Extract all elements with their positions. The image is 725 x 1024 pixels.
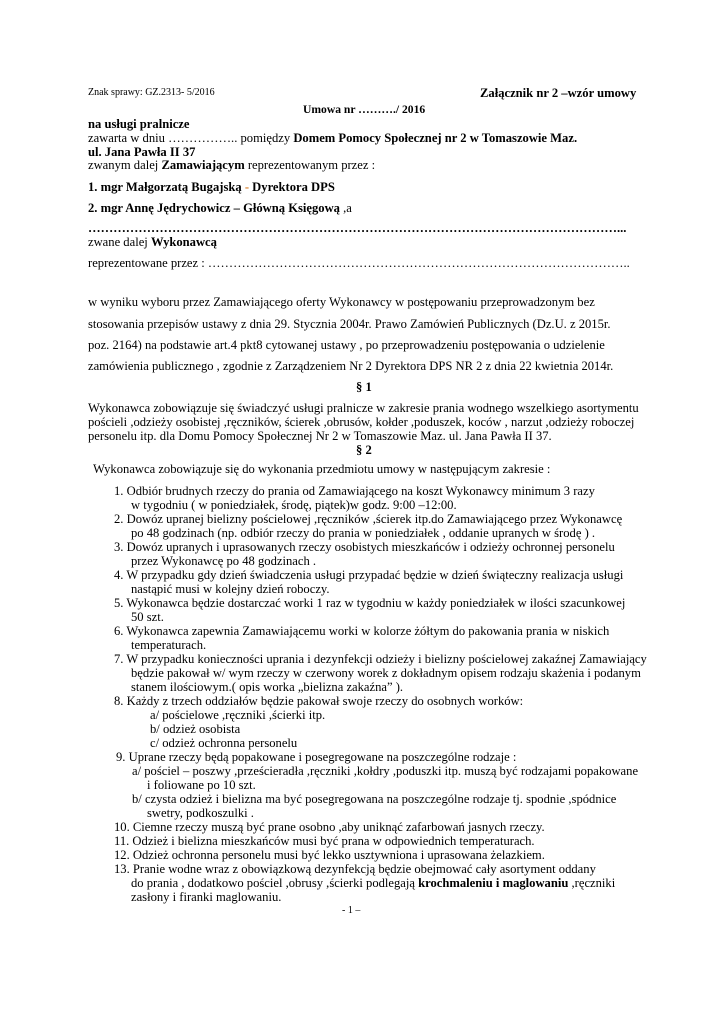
section-1-title: § 1 — [356, 380, 372, 394]
contractor-called: zwane dalej Wykonawcą — [88, 235, 217, 249]
list-line: 4. W przypadku gdy dzień świadczenia usługi przypadać będzie w dzień świąteczny realizacja usługi — [114, 568, 624, 582]
list-line: będzie pakował w/ wym rzeczy w czerwony worek z dokładnym opisem rodzaju skażenia i podanym — [131, 666, 641, 680]
attachment-label: Załącznik nr 2 –wzór umowy — [480, 86, 637, 100]
list-line: a/ pościel – poszwy ,prześcieradła ,ręczniki ,kołdry ,poduszki itp. muszą być rodzajami popakowane — [132, 764, 639, 778]
section-1-line: pościeli ,odzieży osobistej ,ręczników, ścierek ,obrusów, kołder ,poduszek, koców , narzut ,odzieży roboczej — [88, 415, 635, 429]
list-line: przez Wykonawcę po 48 godzinach . — [131, 554, 317, 568]
list-line: 11. Odzież i bielizna mieszkańców musi być prana w odpowiednich temperaturach. — [114, 834, 535, 848]
list-line: b/ odzież osobista — [150, 722, 241, 736]
intro-line-3: zwanym dalej Zamawiającym reprezentowanym przez : — [88, 158, 376, 172]
list-line: 1. Odbiór brudnych rzeczy do prania od Zamawiającego na koszt Wykonawcy minimum 3 razy — [114, 484, 595, 498]
list-line: do prania , dodatkowo pościel ,obrusy ,ścierki podlegają krochmaleniu i maglowaniu ,ręczniki — [131, 876, 616, 890]
section-1-line: Wykonawca zobowiązuje się świadczyć usługi pralnicze w zakresie prania wodnego wszelkiego asortymentu — [88, 401, 639, 415]
list-line: 3. Dowóz upranych i uprasowanych rzeczy osobistych mieszkańców i odzieży ochronnej personelu — [114, 540, 615, 554]
basis-line: poz. 2164) na podstawie art.4 pkt8 cytowanej ustawy , po przeprowadzeniu postępowania o udzielenie — [88, 338, 605, 352]
list-line: zasłony i firanki maglowaniu. — [131, 890, 282, 904]
list-line: i foliowane po 10 szt. — [147, 778, 256, 792]
intro-line-1: zawarta w dniu …………….. pomiędzy Domem Pomocy Społecznej nr 2 w Tomaszowie Maz. — [88, 131, 578, 145]
intro-line-2: ul. Jana Pawła II 37 — [88, 145, 196, 159]
list-line: 5. Wykonawca będzie dostarczać worki 1 raz w tygodniu w każdy poniedziałek w ilości szacunkowej — [114, 596, 626, 610]
contract-title: Umowa nr ………./ 2016 — [303, 103, 426, 116]
list-line: temperaturach. — [131, 638, 207, 652]
list-line: 7. W przypadku konieczności uprania i dezynfekcji odzieży i bielizny pościelowej zakaźnej Zamawiający — [114, 652, 647, 666]
list-line: 50 szt. — [131, 610, 164, 624]
list-line: a/ pościelowe ,ręczniki ,ścierki itp. — [150, 708, 326, 722]
list-line: 2. Dowóz upranej bielizny pościelowej ,ręczników ,ścierek itp.do Zamawiającego przez Wykonawcę — [114, 512, 623, 526]
representative-1: 1. mgr Małgorzatą Bugajską - Dyrektora DPS — [88, 180, 335, 194]
list-line: 13. Pranie wodne wraz z obowiązkową dezynfekcją będzie obejmować cały asortyment oddany — [114, 862, 596, 876]
contractor-represented: reprezentowane przez : ……………………………………………………………………………………….. — [88, 256, 630, 270]
list-line: 8. Każdy z trzech oddziałów będzie pakował swoje rzeczy do osobnych worków: — [114, 694, 524, 708]
section-2-intro: Wykonawca zobowiązuje się do wykonania przedmiotu umowy w następującym zakresie : — [93, 462, 551, 476]
section-1-line: personelu itp. dla Domu Pomocy Społecznej Nr 2 w Tomaszowie Maz. ul. Jana Pawła II 37. — [88, 429, 552, 443]
basis-line: stosowania przepisów ustawy z dnia 29. Stycznia 2004r. Prawo Zamówień Publicznych (Dz.U. z 2015r. — [88, 317, 611, 331]
list-line: po 48 godzinach (np. odbiór rzeczy do prania w poniedziałek , oddanie upranych w środę ) . — [131, 526, 596, 540]
list-line: 10. Ciemne rzeczy muszą być prane osobno ,aby uniknąć zafarbowań jasnych rzeczy. — [114, 820, 545, 834]
list-line: 9. Uprane rzeczy będą popakowane i posegregowane na poszczególne rodzaje : — [116, 750, 517, 764]
page-number: - 1 – — [342, 905, 361, 916]
list-line: b/ czysta odzież i bielizna ma być posegregowana na poszczególne rodzaje tj. spodnie ,spódnice — [132, 792, 617, 806]
contract-subject: na usługi pralnicze — [88, 117, 190, 131]
section-2-title: § 2 — [356, 443, 372, 457]
representative-2: 2. mgr Annę Jędrychowicz – Główną Księgową ,a — [88, 201, 352, 215]
list-line: swetry, podkoszulki . — [147, 806, 254, 820]
list-line: 6. Wykonawca zapewnia Zamawiającemu worki w kolorze żółtym do pakowania prania w niskich — [114, 624, 610, 638]
list-line: w tygodniu ( w poniedziałek, środę, piątek)w godz. 9:00 –12:00. — [131, 498, 457, 512]
list-line: nastąpić musi w kolejny dzień roboczy. — [131, 582, 330, 596]
contractor-dots: ………………………………………………………………………………………………………………... — [88, 221, 627, 235]
basis-line: w wyniku wyboru przez Zamawiającego oferty Wykonawcy w postępowaniu przeprowadzonym bez — [88, 295, 595, 309]
basis-line: zamówienia publicznego , zgodnie z Zarządzeniem Nr 2 Dyrektora DPS NR 2 z dnia 22 kwietnia 2014r. — [88, 359, 614, 373]
list-line: c/ odzież ochronna personelu — [150, 736, 298, 750]
list-line: stanem ilościowym.( opis worka „bielizna zakaźna” ). — [131, 680, 404, 694]
case-number: Znak sprawy: GZ.2313- 5/2016 — [88, 87, 215, 98]
list-line: 12. Odzież ochronna personelu musi być lekko usztywniona i uprasowana żelazkiem. — [114, 848, 545, 862]
